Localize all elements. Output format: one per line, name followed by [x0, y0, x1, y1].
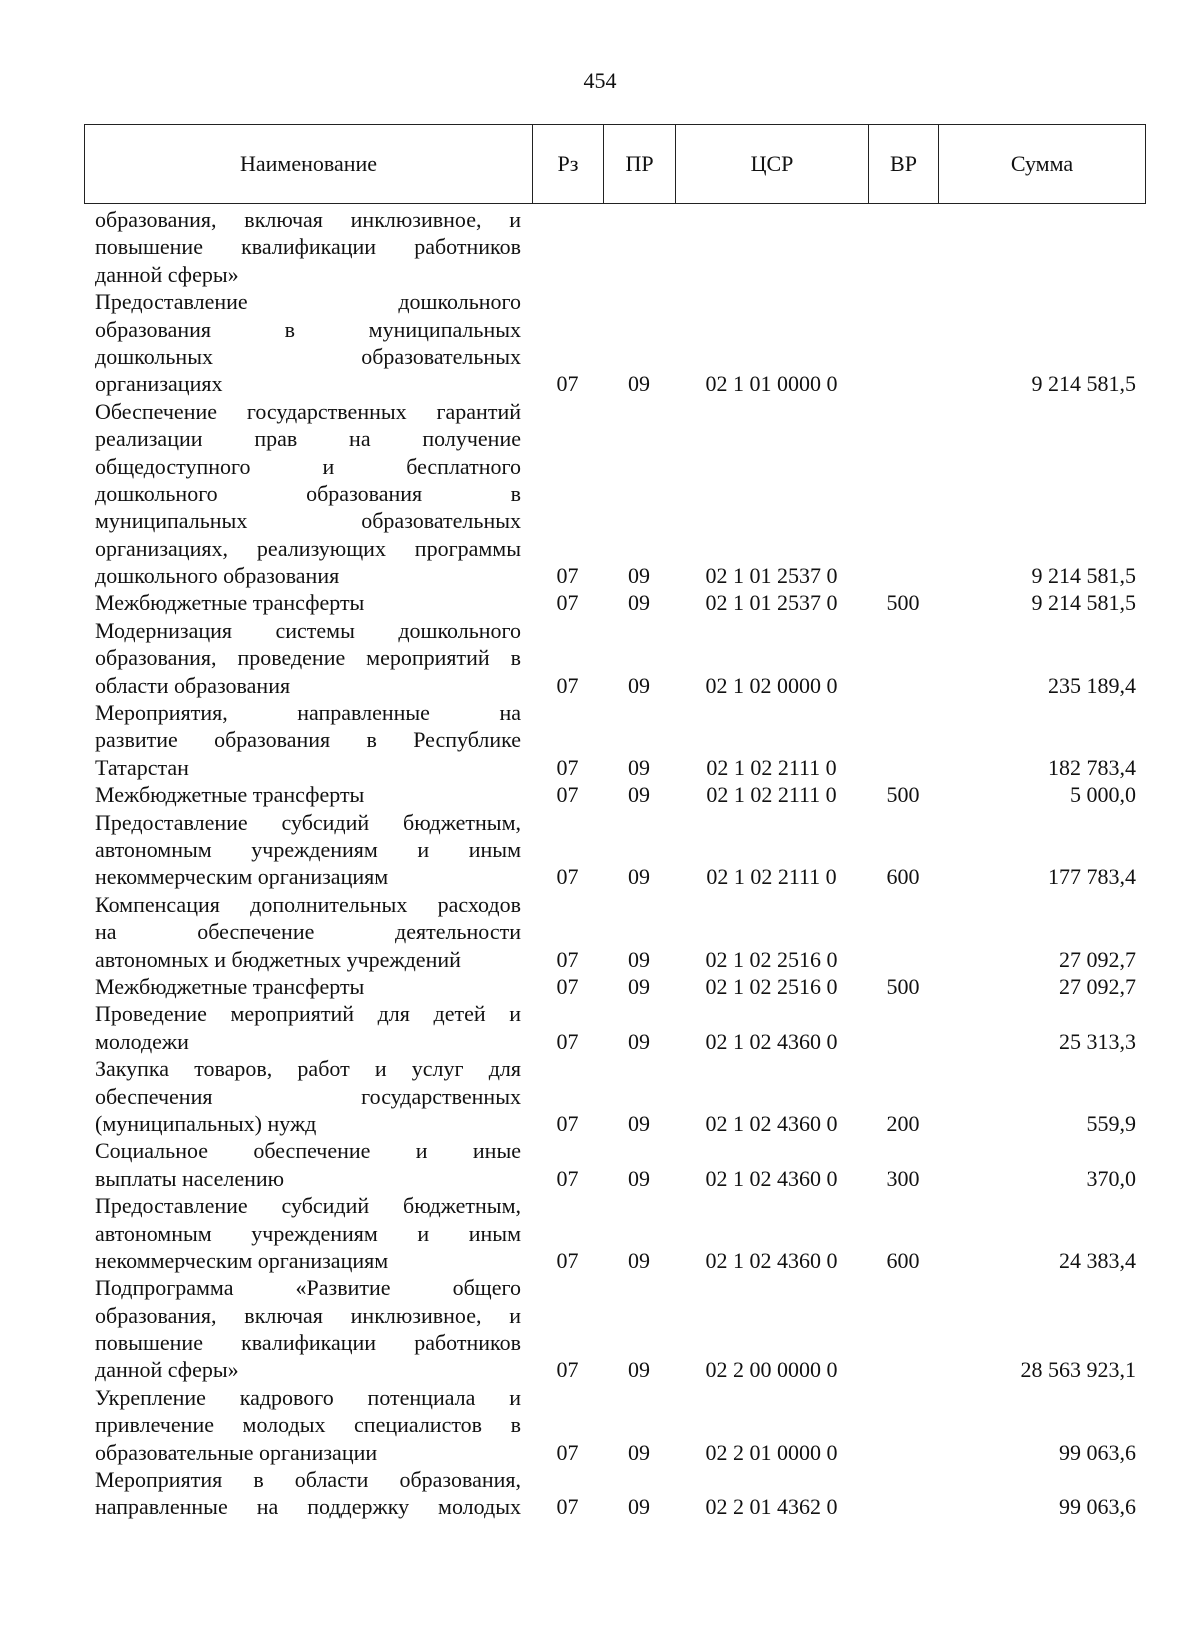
row-csr: 02 1 02 2111 0: [706, 864, 837, 890]
row-name-line: Татарстан: [95, 754, 189, 780]
row-name-line: автономных и бюджетных учреждений: [95, 946, 461, 972]
row-pr: 09: [628, 946, 650, 972]
header-vr: ВР: [869, 125, 939, 203]
row-name: [84, 1137, 532, 1192]
row-name-line: реализации прав на получение: [95, 426, 521, 452]
table-row: [84, 973, 1146, 1000]
table-row: [84, 206, 1146, 288]
row-vr: 200: [886, 1110, 920, 1136]
row-name: [84, 288, 532, 398]
row-name: [84, 781, 532, 808]
row-pr: 09: [628, 672, 650, 698]
row-name-line: данной сферы»: [95, 261, 239, 287]
row-name-line: Предоставление субсидий бюджетным,: [95, 1193, 521, 1219]
table-row: [84, 1192, 1146, 1274]
row-pr: 09: [628, 1357, 650, 1383]
row-name-line: дошкольного образования в: [95, 480, 521, 506]
row-name-line: автономным учреждениям и иным: [95, 1220, 521, 1246]
row-name-line: Мероприятия в области образования,: [95, 1467, 521, 1493]
row-name-line: Укрепление кадрового потенциала и: [95, 1384, 521, 1410]
row-name-line: Предоставление субсидий бюджетным,: [95, 809, 521, 835]
row-name: [84, 809, 532, 891]
row-name-line: некоммерческим организациям: [95, 1247, 389, 1273]
row-rz: 07: [556, 754, 579, 780]
row-sum: 27 092,7: [1059, 946, 1136, 972]
row-pr: 09: [628, 754, 650, 780]
row-name: [84, 1192, 532, 1274]
row-name-line: развитие образования в Республике: [95, 727, 521, 753]
row-name: [84, 1000, 532, 1055]
row-sum: 182 783,4: [1048, 754, 1136, 780]
row-rz: 07: [556, 973, 579, 999]
row-csr: 02 2 01 4362 0: [705, 1494, 838, 1520]
row-rz: 07: [556, 946, 579, 972]
table-row: [84, 1000, 1146, 1055]
row-name-line: автономным учреждениям и иным: [95, 837, 521, 863]
row-vr: 600: [886, 1247, 920, 1273]
row-name: [84, 398, 532, 590]
row-sum: 27 092,7: [1059, 973, 1136, 999]
row-pr: 09: [628, 1110, 650, 1136]
row-csr: 02 1 01 2537 0: [705, 590, 838, 616]
row-name-line: Обеспечение государственных гарантий: [95, 398, 521, 424]
row-csr: 02 1 02 2516 0: [705, 946, 838, 972]
row-name-line: Мероприятия, направленные на: [95, 700, 521, 726]
row-name-line: повышение квалификации работников: [95, 234, 521, 260]
row-name-line: Межбюджетные трансферты: [95, 782, 365, 808]
row-name-line: (муниципальных) нужд: [95, 1110, 317, 1136]
row-sum: 99 063,6: [1059, 1439, 1136, 1465]
row-csr: 02 1 02 4360 0: [705, 1165, 838, 1191]
table-header: [84, 124, 1146, 204]
row-name-line: образования, проведение мероприятий в: [95, 645, 521, 671]
row-sum: 28 563 923,1: [1020, 1357, 1136, 1383]
row-sum: 9 214 581,5: [1031, 371, 1136, 397]
row-name-line: некоммерческим организациям: [95, 864, 389, 890]
row-name-line: Компенсация дополнительных расходов: [95, 891, 521, 917]
row-name: [84, 891, 532, 973]
row-csr: 02 1 02 4360 0: [705, 1247, 838, 1273]
table-row: [84, 589, 1146, 616]
header-pr: ПР: [604, 125, 676, 203]
table-row: [84, 398, 1146, 590]
row-rz: 07: [556, 782, 579, 808]
row-sum: 9 214 581,5: [1031, 563, 1136, 589]
row-csr: 02 2 01 0000 0: [705, 1439, 838, 1465]
row-vr: 500: [886, 590, 920, 616]
row-name-line: Подпрограмма «Развитие общего: [95, 1275, 521, 1301]
row-rz: 07: [556, 371, 579, 397]
table-row: [84, 1274, 1146, 1384]
header-name: Наименование: [85, 125, 533, 203]
table-row: [84, 809, 1146, 891]
row-vr: 500: [886, 973, 920, 999]
row-sum: 559,9: [1086, 1110, 1136, 1136]
row-rz: 07: [556, 864, 579, 890]
row-rz: 07: [556, 1165, 579, 1191]
row-name-line: Модернизация системы дошкольного: [95, 617, 521, 643]
row-name-line: повышение квалификации работников: [95, 1330, 521, 1356]
row-pr: 09: [628, 1494, 650, 1520]
row-pr: 09: [628, 590, 650, 616]
row-name-line: образования, включая инклюзивное, и: [95, 1302, 521, 1328]
row-name-line: Предоставление дошкольного: [95, 289, 521, 315]
row-name-line: привлечение молодых специалистов в: [95, 1412, 521, 1438]
row-name: [84, 206, 532, 288]
table-row: [84, 1384, 1146, 1466]
row-sum: 177 783,4: [1048, 864, 1136, 890]
row-csr: 02 1 02 4360 0: [705, 1028, 838, 1054]
row-name: [84, 699, 532, 781]
row-name-line: образовательные организации: [95, 1439, 378, 1465]
row-rz: 07: [556, 1494, 579, 1520]
row-name-line: образования, включая инклюзивное, и: [95, 207, 521, 232]
row-name-line: обеспечения государственных: [95, 1083, 521, 1109]
header-rz: Рз: [533, 125, 604, 203]
row-pr: 09: [628, 371, 650, 397]
table-row: [84, 288, 1146, 398]
row-name-line: Межбюджетные трансферты: [95, 590, 365, 616]
table-row: [84, 1137, 1146, 1192]
row-pr: 09: [628, 782, 650, 808]
row-rz: 07: [556, 1028, 579, 1054]
row-name-line: муниципальных образовательных: [95, 508, 521, 534]
row-name-line: общедоступного и бесплатного: [95, 453, 521, 479]
row-csr: 02 1 02 0000 0: [705, 672, 838, 698]
row-name-line: области образования: [95, 672, 291, 698]
header-sum: Сумма: [1010, 151, 1074, 176]
row-rz: 07: [556, 1357, 579, 1383]
row-csr: 02 1 02 2111 0: [706, 782, 837, 808]
row-name-line: на обеспечение деятельности: [95, 919, 521, 945]
row-pr: 09: [628, 1439, 650, 1465]
row-name: [84, 589, 532, 616]
row-csr: 02 1 02 4360 0: [705, 1110, 838, 1136]
row-rz: 07: [556, 1247, 579, 1273]
row-name-line: дошкольного образования: [95, 563, 340, 589]
row-name: [84, 1466, 532, 1521]
row-pr: 09: [628, 1028, 650, 1054]
row-name-line: молодежи: [95, 1028, 189, 1054]
row-name-line: организациях: [95, 371, 223, 397]
row-pr: 09: [628, 1165, 650, 1191]
row-rz: 07: [556, 1439, 579, 1465]
row-sum: 235 189,4: [1048, 672, 1136, 698]
row-name-line: Проведение мероприятий для детей и: [95, 1001, 521, 1027]
row-sum: 25 313,3: [1059, 1028, 1136, 1054]
row-name: [84, 1055, 532, 1137]
row-name-line: Социальное обеспечение и иные: [95, 1138, 521, 1164]
row-name-line: данной сферы»: [95, 1357, 239, 1383]
table-row: [84, 781, 1146, 808]
row-name: [84, 1384, 532, 1466]
row-sum: 9 214 581,5: [1031, 590, 1136, 616]
row-sum: 24 383,4: [1059, 1247, 1136, 1273]
row-pr: 09: [628, 864, 650, 890]
row-csr: 02 1 01 0000 0: [705, 371, 838, 397]
table-row: [84, 1055, 1146, 1137]
row-name: [84, 1274, 532, 1384]
row-pr: 09: [628, 973, 650, 999]
row-pr: 09: [628, 563, 650, 589]
row-csr: 02 2 00 0000 0: [705, 1357, 838, 1383]
table-body: [84, 206, 1146, 1521]
row-name-line: направленные на поддержку молодых: [95, 1494, 521, 1520]
row-vr: 300: [886, 1165, 920, 1191]
row-vr: 600: [886, 864, 920, 890]
table-row: [84, 891, 1146, 973]
row-name-line: выплаты населению: [95, 1165, 285, 1191]
row-csr: 02 1 02 2111 0: [706, 754, 837, 780]
table-row: [84, 699, 1146, 781]
row-rz: 07: [556, 563, 579, 589]
row-csr: 02 1 01 2537 0: [705, 563, 838, 589]
header-csr: ЦСР: [676, 125, 869, 203]
row-rz: 07: [556, 590, 579, 616]
row-name: [84, 617, 532, 699]
row-name: [84, 973, 532, 1000]
table-row: [84, 1466, 1146, 1521]
row-name-line: образования в муниципальных: [95, 316, 521, 342]
table-row: [84, 617, 1146, 699]
row-name-line: дошкольных образовательных: [95, 343, 521, 369]
row-sum: 99 063,6: [1059, 1494, 1136, 1520]
row-sum: 370,0: [1086, 1165, 1136, 1191]
row-rz: 07: [556, 1110, 579, 1136]
row-csr: 02 1 02 2516 0: [705, 973, 838, 999]
row-rz: 07: [556, 672, 579, 698]
row-vr: 500: [886, 782, 920, 808]
row-name-line: организациях, реализующих программы: [95, 535, 521, 561]
row-sum: 5 000,0: [1070, 782, 1136, 808]
row-name-line: Закупка товаров, работ и услуг для: [95, 1056, 521, 1082]
row-pr: 09: [628, 1247, 650, 1273]
row-name-line: Межбюджетные трансферты: [95, 973, 365, 999]
page-number: 454: [583, 68, 617, 93]
